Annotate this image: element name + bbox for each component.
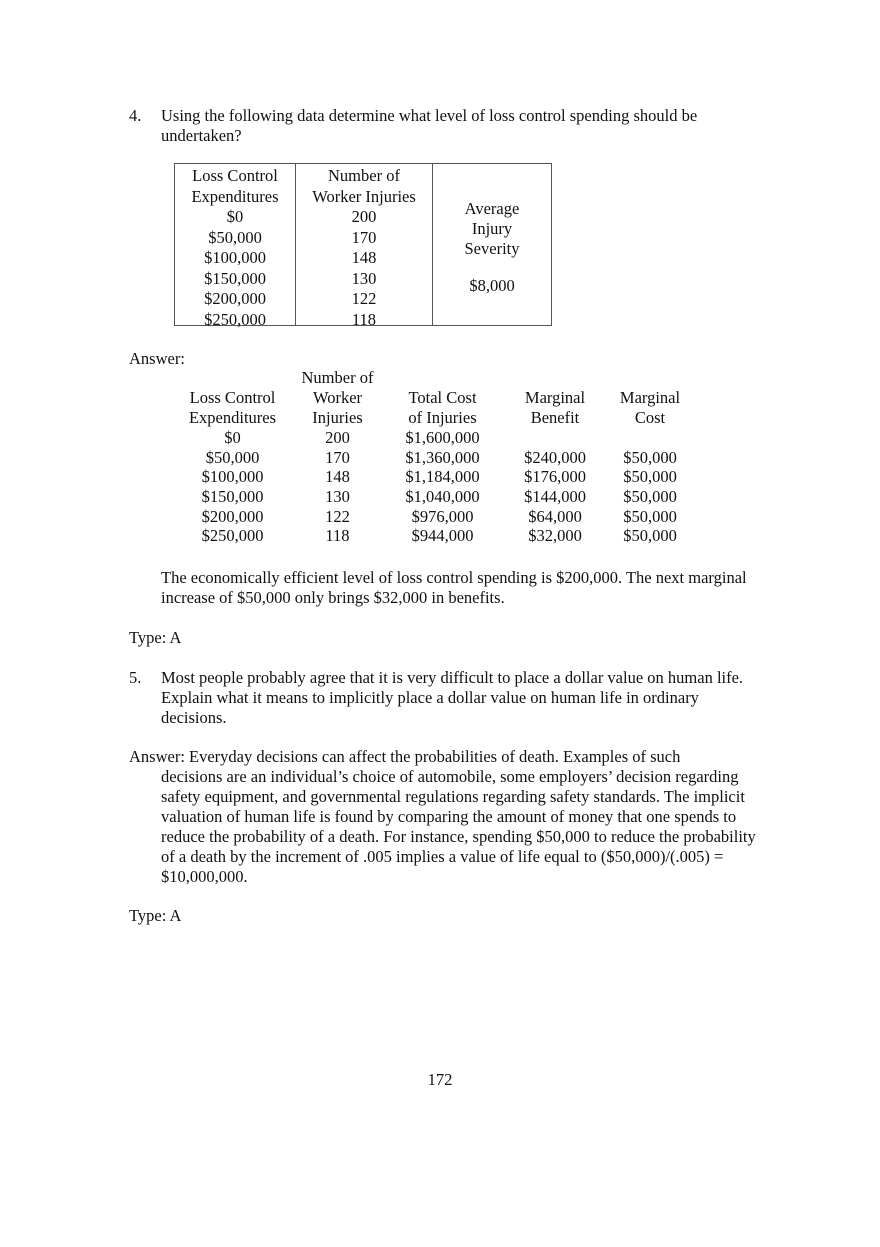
table-cell: $100,000 (201, 467, 264, 487)
table-cell: 122 (325, 506, 350, 526)
column-header: Loss Control (192, 166, 278, 185)
table-cell: $1,600,000 (405, 428, 480, 447)
header-line: Injuries (312, 408, 363, 427)
table-row (170, 448, 710, 468)
header-line: Cost (634, 408, 666, 427)
table-cell: $50,000 (623, 487, 677, 507)
column-header (295, 368, 380, 428)
table-row (170, 467, 710, 487)
table-body (170, 428, 710, 546)
table-cell: $50,000 (623, 506, 677, 526)
table-cell: $50,000 (208, 227, 262, 247)
header-line: Loss Control (189, 388, 276, 407)
table-cell: $200,000 (204, 289, 266, 308)
table-cell: $1,184,000 (405, 467, 480, 487)
table-cell: $50,000 (205, 447, 260, 467)
header-line: Benefit (530, 408, 580, 427)
answer-label: Answer: (129, 349, 185, 368)
question-5 (129, 668, 759, 728)
question-text: Most people probably agree that it is very difficult to place a dollar value on human life. Explain what it means to implicitly place a dollar value on human life in ordinary decisions. (161, 668, 744, 727)
table-cell: 148 (325, 467, 350, 487)
table-cell: 118 (351, 309, 377, 329)
table-cell: $200,000 (201, 506, 264, 526)
table-cell: $944,000 (411, 526, 474, 546)
header-line (505, 368, 605, 388)
header-line (170, 368, 295, 388)
table-cell: 200 (325, 428, 350, 447)
table-cell: $150,000 (201, 487, 264, 507)
table-row (170, 526, 710, 546)
severity-column (433, 199, 551, 296)
header-line: of Injuries (408, 408, 477, 427)
answer-paragraph: The economically efficient level of loss control spending is $200,000. The next marginal increase of $50,000 only brings $32,000 in benefits. (161, 568, 747, 607)
table-cell: $150,000 (204, 268, 266, 288)
table-cell: 200 (351, 207, 377, 226)
table-row (170, 507, 710, 527)
page-number: 172 (427, 1070, 453, 1089)
table-cell: $144,000 (524, 487, 586, 507)
header-line: Marginal (619, 388, 681, 407)
type-label: Type: A (129, 628, 182, 647)
question-text: Using the following data determine what level of loss control spending should be undertaken? (161, 106, 698, 145)
table-cell: $1,360,000 (405, 447, 480, 467)
answer-first-line: Answer: Everyday decisions can affect the probabilities of death. Examples of such (129, 747, 681, 766)
header-line: Number of (301, 368, 374, 387)
answer-5 (129, 747, 759, 887)
question-number: 4. (129, 106, 142, 125)
table-cell: $100,000 (204, 248, 266, 267)
severity-label: Injury (471, 219, 513, 238)
table-row (170, 428, 710, 448)
question-number: 5. (129, 668, 142, 687)
table-cell (605, 428, 695, 448)
header-line: Marginal (524, 388, 586, 407)
table-cell: $64,000 (528, 506, 582, 526)
answer-table (170, 368, 710, 546)
injuries-column (296, 166, 432, 330)
table-cell: $176,000 (524, 467, 586, 487)
severity-label: Average (464, 199, 520, 218)
expenditures-column (175, 166, 295, 330)
table-cell: 118 (325, 526, 350, 546)
table-cell: 130 (325, 487, 350, 507)
header-line (605, 368, 695, 388)
column-header (605, 368, 695, 428)
table-cell: $50,000 (623, 447, 677, 467)
table-cell: $0 (224, 428, 241, 447)
severity-value: $8,000 (469, 276, 515, 295)
answer-continuation: decisions are an individual’s choice of automobile, some employers’ decision regarding safety equipment, and governmental regulations regarding safety standards. The implicit valuation of human life is found by comparing the amount of money that one spends to reduce the probability of a death. For instance, spending $50,000 to reduce the probability of a death by the increment of .005 implies a value of life equal to ($50,000)/(.005) = $10,000,000. (161, 767, 756, 886)
table-cell: $976,000 (411, 506, 474, 526)
table-cell: $250,000 (201, 526, 264, 546)
question-4 (129, 106, 759, 146)
data-table (174, 163, 552, 329)
table-row (170, 487, 710, 507)
table-cell: 170 (351, 227, 377, 247)
table-cell: $32,000 (528, 526, 582, 546)
header-line: Worker (312, 388, 363, 407)
table-cell: $0 (226, 207, 244, 226)
table-cell: 122 (351, 289, 377, 308)
severity-label: Severity (464, 239, 520, 258)
column-header: Expenditures (191, 186, 279, 206)
column-header (505, 368, 605, 428)
table-cell: $240,000 (524, 447, 586, 467)
header-line (380, 368, 505, 388)
table-cell: $250,000 (204, 309, 266, 329)
column-header: Number of (328, 166, 400, 185)
table-cell: 170 (325, 447, 350, 467)
column-header (170, 368, 295, 428)
table-cell: 148 (351, 248, 377, 267)
column-header: Worker Injuries (312, 186, 416, 206)
table-cell: $50,000 (623, 467, 677, 487)
table-cell: $1,040,000 (405, 487, 480, 507)
table-header (170, 368, 710, 428)
header-line: Expenditures (188, 408, 277, 427)
table-cell (505, 428, 605, 448)
type-label: Type: A (129, 906, 182, 925)
column-header (380, 368, 505, 428)
table-cell: $50,000 (623, 526, 677, 546)
table-cell: 130 (351, 268, 377, 288)
header-line: Total Cost (408, 388, 477, 407)
